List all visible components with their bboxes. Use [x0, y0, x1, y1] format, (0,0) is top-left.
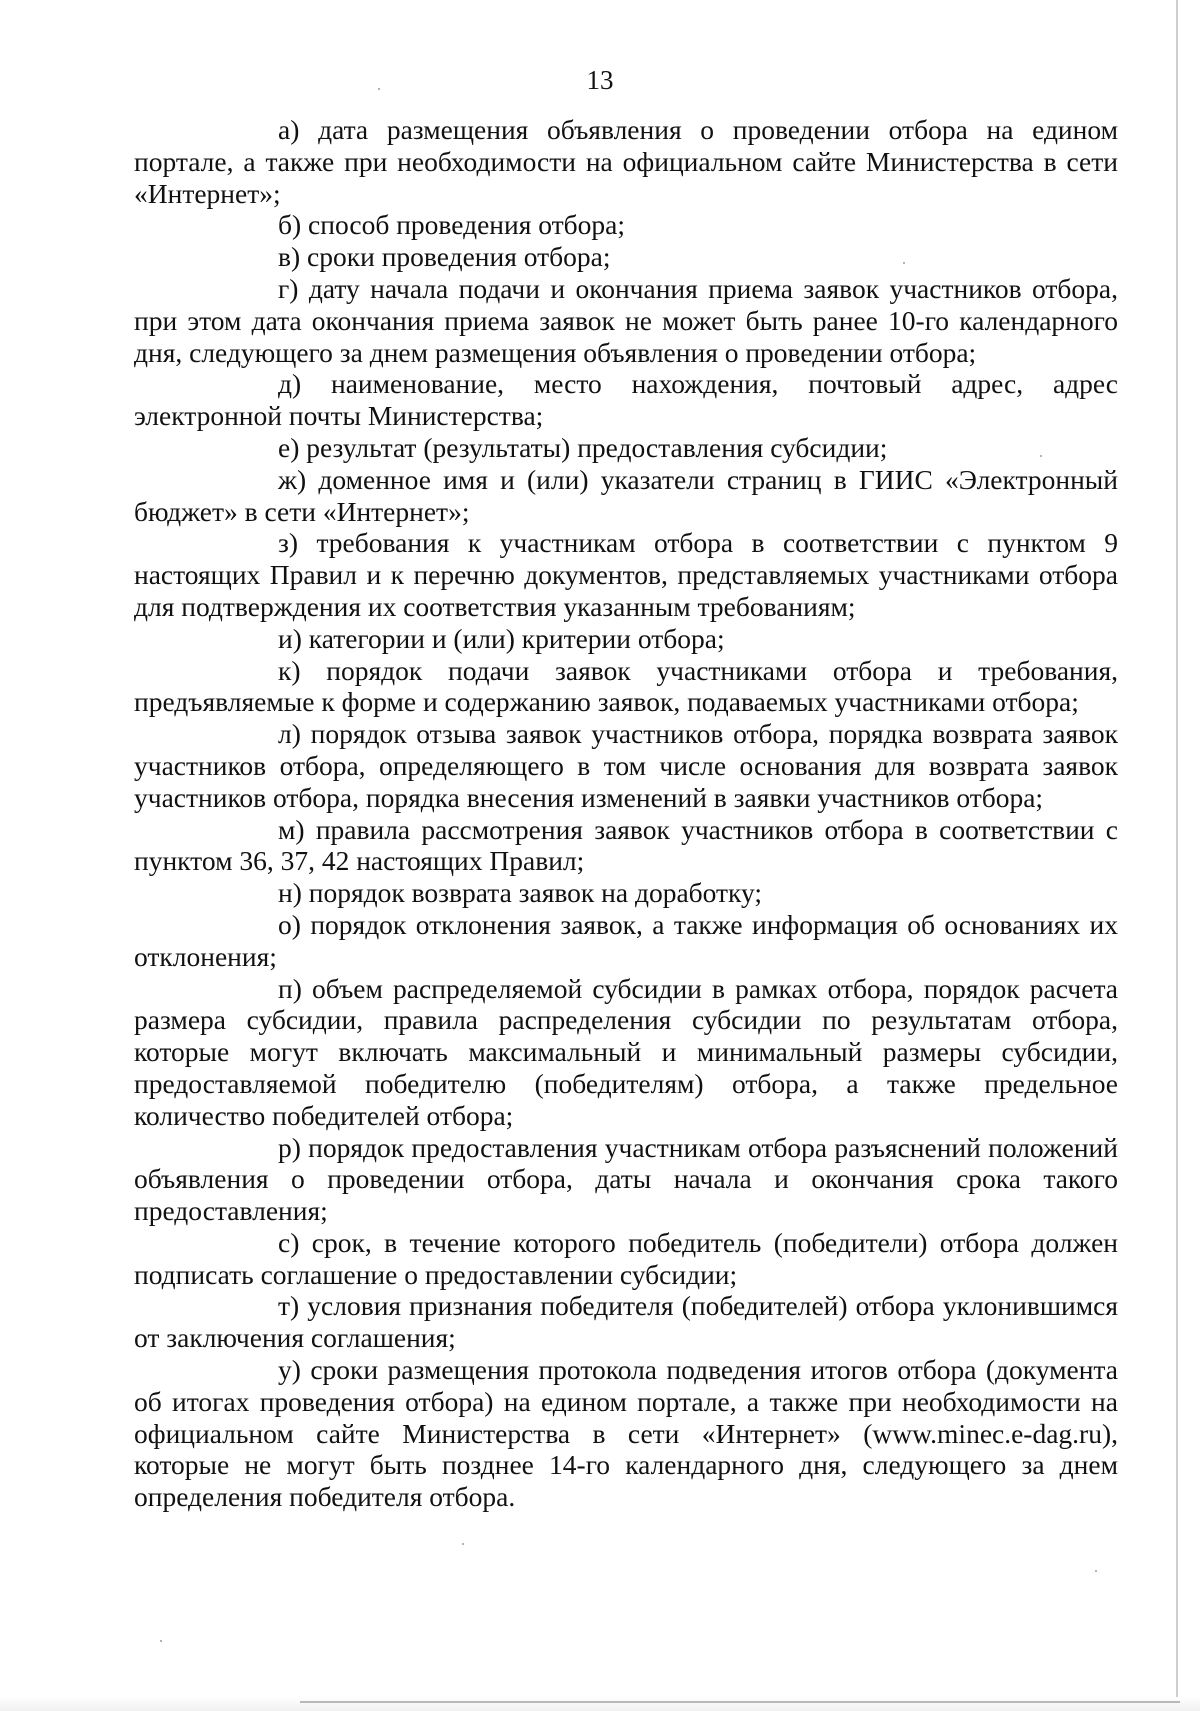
- item-text: требования к участникам отбора в соответствии с пунктом 9 настоящих Правил и к перечню документов, представляемых участниками отбора для подтверждения их соответствия указанным требованиям;: [134, 527, 1118, 622]
- scan-speck: [160, 1640, 162, 1642]
- list-item-n: [134, 877, 1118, 909]
- item-text: сроки размещения протокола подведения итогов отбора (документа об итогах проведения отбора) на едином портале, а также при необходимости на официальном сайте Министерства в сети «Интернет» (www.minec.e-dag.ru), которые не могут быть позднее 14-го календарного дня, следующего за днем определения победителя отбора.: [134, 1354, 1118, 1513]
- item-letter: н): [278, 877, 302, 909]
- scan-speck: [1095, 1570, 1097, 1572]
- list-item-i: [134, 623, 1118, 655]
- scan-speck: [1040, 455, 1042, 457]
- item-letter: г): [278, 272, 299, 304]
- list-item-e: [134, 432, 1118, 464]
- page-number: 13: [586, 65, 614, 95]
- item-letter: а): [278, 114, 300, 145]
- item-text: наименование, место нахождения, почтовый адрес, адрес электронной почты Министерства;: [134, 368, 1118, 432]
- item-letter: м): [278, 813, 305, 845]
- item-text: объем распределяемой субсидии в рамках отбора, порядок расчета размера субсидии, правила распределения субсидии по результатам отбора, которые могут включать максимальный и минимальный размеры субсидии, предоставляемой победителю (победителям) отбора, а также предельное количество победителей отбора;: [134, 972, 1119, 1131]
- list-item-a: [134, 114, 1118, 209]
- item-letter: в): [278, 241, 301, 273]
- scan-edge-line: [1176, 0, 1178, 1700]
- item-letter: т): [278, 1290, 300, 1322]
- list-item-k: [134, 655, 1118, 719]
- list-item-d: [134, 368, 1118, 432]
- item-text: порядок подачи заявок участниками отбора и требования, предъявляемые к форме и содержанию заявок, подаваемых участниками отбора;: [134, 654, 1119, 718]
- item-letter: р): [278, 1131, 301, 1163]
- scan-bottom-line: [300, 1701, 1180, 1703]
- list-item-r: [134, 1132, 1118, 1227]
- list-item-zh: [134, 464, 1118, 528]
- document-body: [134, 114, 1118, 1513]
- item-letter: ж): [278, 463, 307, 495]
- item-letter: и): [278, 622, 302, 654]
- item-text: правила рассмотрения заявок участников отбора в соответствии с пунктом 36, 37, 42 настоящих Правил;: [134, 813, 1118, 877]
- item-letter: с): [278, 1226, 300, 1258]
- item-letter: п): [278, 972, 302, 1004]
- list-item-v: [134, 241, 1118, 273]
- list-item-m: [134, 814, 1118, 878]
- item-text: категории и (или) критерии отбора;: [308, 622, 725, 654]
- item-text: условия признания победителя (победителей) отбора уклонившимся от заключения соглашения;: [134, 1290, 1118, 1354]
- item-text: порядок возврата заявок на доработку;: [308, 877, 763, 909]
- list-item-p: [134, 973, 1118, 1132]
- item-letter: б): [278, 209, 302, 241]
- item-text: сроки проведения отбора;: [307, 241, 611, 273]
- item-letter: л): [278, 718, 301, 750]
- scan-bottom-edge: [0, 1697, 1200, 1711]
- item-letter: д): [278, 368, 302, 400]
- list-item-g: [134, 273, 1118, 368]
- list-item-o: [134, 909, 1118, 973]
- item-text: порядок предоставления участникам отбора разъяснений положений объявления о проведении отбора, даты начала и окончания срока такого предоставления;: [134, 1131, 1118, 1227]
- item-letter: е): [278, 431, 300, 463]
- item-letter: к): [278, 654, 301, 686]
- scan-speck: [903, 262, 905, 264]
- list-item-l: [134, 718, 1118, 813]
- list-item-u: [134, 1354, 1118, 1513]
- item-text: дата размещения объявления о проведении отбора на едином портале, а также при необходимости на официальном сайте Министерства в сети «Интернет»;: [134, 114, 1118, 209]
- list-item-z: [134, 527, 1118, 622]
- scan-speck: [378, 88, 380, 90]
- item-text: способ проведения отбора;: [308, 209, 625, 241]
- item-text: срок, в течение которого победитель (победители) отбора должен подписать соглашение о предоставлении субсидии;: [134, 1226, 1118, 1290]
- list-item-s: [134, 1227, 1118, 1291]
- scan-speck: [462, 1543, 464, 1545]
- item-text: дату начала подачи и окончания приема заявок участников отбора, при этом дата окончания приема заявок не может быть ранее 10-го календарного дня, следующего за днем размещения объявления о проведении отбора;: [134, 272, 1119, 368]
- item-text: порядок отклонения заявок, а также информация об основаниях их отклонения;: [134, 908, 1119, 972]
- item-text: доменное имя и (или) указатели страниц в ГИИС «Электронный бюджет» в сети «Интернет»;: [134, 463, 1118, 527]
- list-item-t: [134, 1290, 1118, 1354]
- item-letter: о): [278, 908, 301, 940]
- item-text: порядок отзыва заявок участников отбора, порядка возврата заявок участников отбора, определяющего в том числе основания для возврата заявок участников отбора, порядка внесения изменений в заявки участников отбора;: [134, 718, 1119, 813]
- list-item-b: [134, 209, 1118, 241]
- item-text: результат (результаты) предоставления субсидии;: [306, 431, 888, 463]
- item-letter: з): [278, 527, 299, 559]
- item-letter: у): [278, 1354, 301, 1386]
